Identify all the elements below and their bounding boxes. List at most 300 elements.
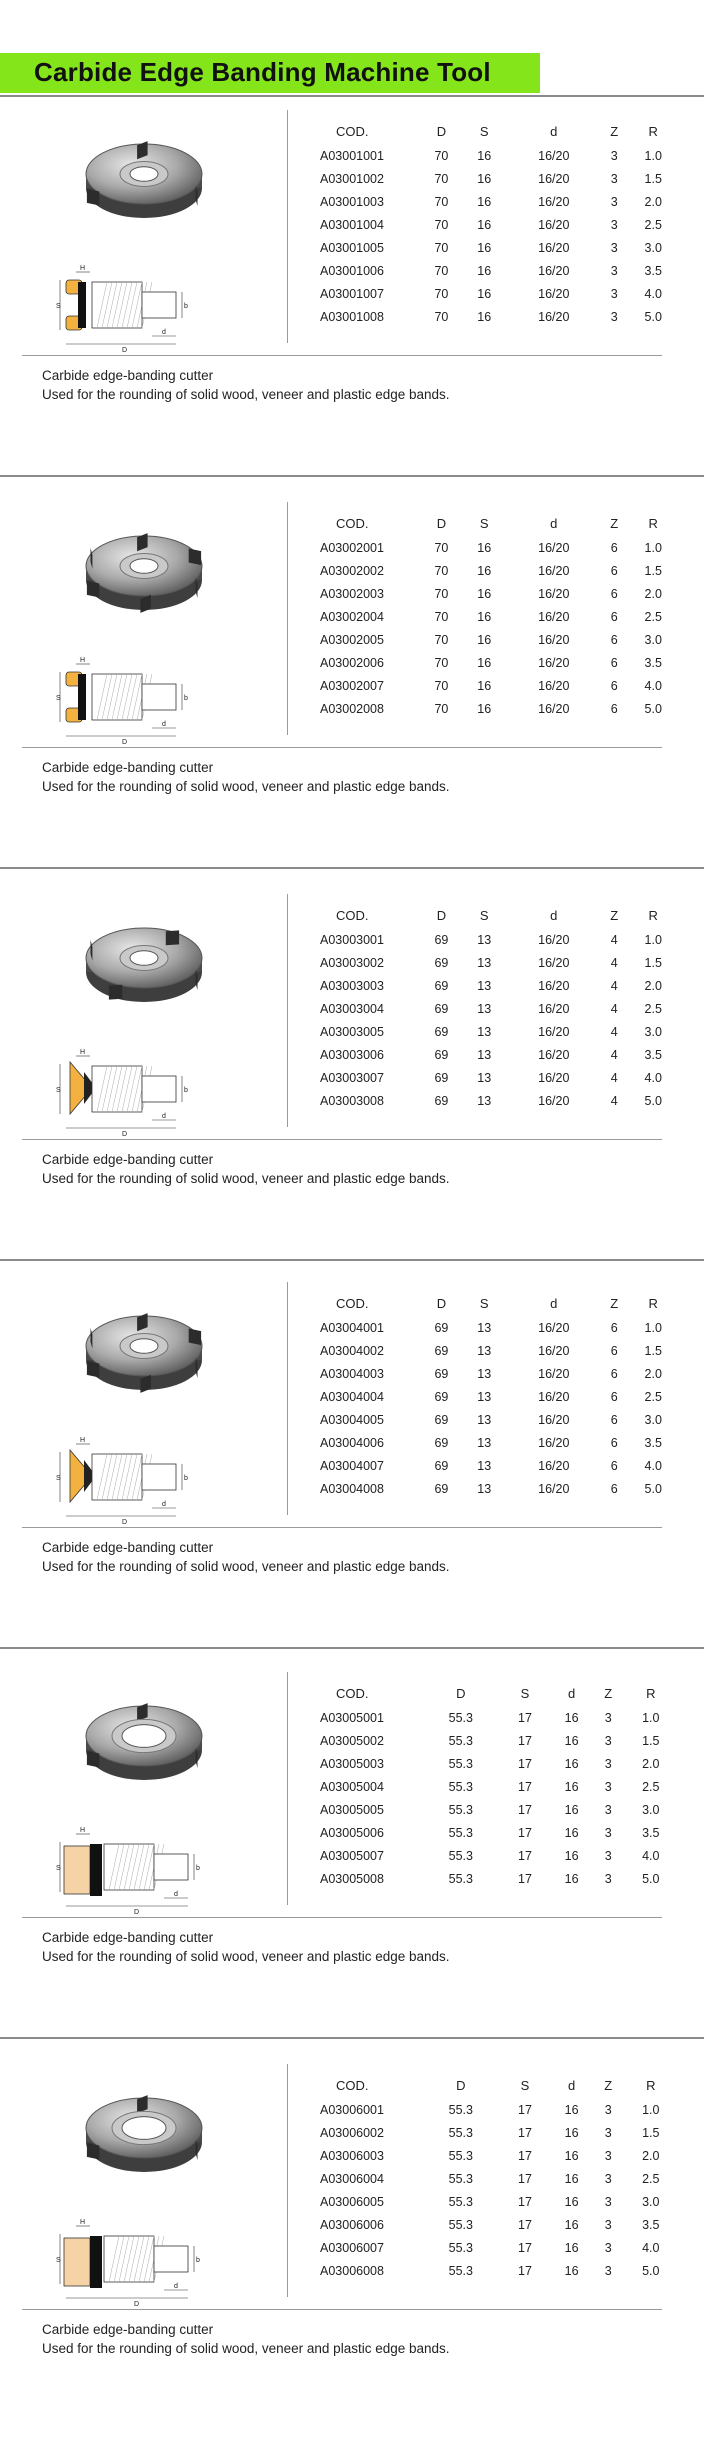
- table-header-row: [300, 1680, 680, 1706]
- vertical-divider: [287, 502, 288, 735]
- table-cell: 69: [434, 1093, 449, 1108]
- table-cell: 3: [604, 1848, 612, 1863]
- table-cell: 70: [434, 171, 449, 186]
- svg-text:D: D: [122, 1131, 128, 1137]
- description: [42, 1538, 450, 1576]
- spec-table: [300, 510, 680, 720]
- table-cell: 13: [477, 1481, 492, 1496]
- table-cell: 4: [610, 932, 618, 947]
- table-cell: 4: [610, 1001, 618, 1016]
- column-header: D: [436, 123, 447, 139]
- svg-text:d: d: [162, 1113, 166, 1120]
- column-header: S: [479, 907, 489, 923]
- column-header: R: [648, 515, 658, 531]
- table-cell: 70: [434, 309, 449, 324]
- table-cell: 16/20: [538, 1320, 570, 1335]
- spec-table: [300, 1290, 680, 1500]
- column-header: R: [648, 907, 658, 923]
- table-cell: A03001002: [320, 171, 384, 186]
- table-cell: 16: [477, 586, 492, 601]
- table-cell: A03005007: [320, 1848, 384, 1863]
- table-row: [300, 282, 680, 305]
- description: [42, 366, 450, 404]
- table-cell: 17: [518, 2194, 532, 2209]
- column-header: d: [550, 515, 558, 531]
- profile-diagram: [56, 1430, 256, 1525]
- table-cell: 13: [477, 1435, 492, 1450]
- table-cell: A03006005: [320, 2194, 384, 2209]
- table-cell: 70: [434, 286, 449, 301]
- cutter-image: [64, 1684, 224, 1796]
- table-cell: 6: [610, 1366, 618, 1381]
- table-cell: 6: [610, 1389, 618, 1404]
- table-cell: A03002002: [320, 563, 384, 578]
- table-cell: 17: [518, 2125, 532, 2140]
- table-cell: A03005001: [320, 1710, 384, 1725]
- table-cell: 5.0: [644, 309, 662, 324]
- table-cell: A03003003: [320, 978, 384, 993]
- table-cell: 69: [434, 1320, 449, 1335]
- table-cell: 55.3: [448, 1848, 473, 1863]
- description-title: Carbide edge-banding cutter: [42, 1930, 214, 1945]
- table-cell: 1.0: [642, 2102, 660, 2117]
- description-title: Carbide edge-banding cutter: [42, 1540, 214, 1555]
- table-cell: 5.0: [642, 1871, 660, 1886]
- table-cell: A03003006: [320, 1047, 384, 1062]
- column-header: R: [646, 2077, 656, 2093]
- table-cell: 55.3: [448, 1710, 473, 1725]
- table-cell: 17: [518, 2240, 532, 2255]
- section-separator: [0, 867, 704, 869]
- table-cell: 69: [434, 978, 449, 993]
- product-section: [0, 490, 704, 882]
- svg-text:H: H: [80, 2219, 86, 2226]
- table-cell: A03006006: [320, 2217, 384, 2232]
- description: [42, 2320, 450, 2358]
- column-header: Z: [610, 1295, 619, 1311]
- table-cell: 69: [434, 955, 449, 970]
- table-row: [300, 1408, 680, 1431]
- table-cell: 6: [610, 540, 618, 555]
- table-cell: 13: [477, 1412, 492, 1427]
- table-cell: 16/20: [538, 609, 570, 624]
- table-cell: 17: [518, 1871, 532, 1886]
- table-cell: 17: [518, 2171, 532, 2186]
- table-cell: 2.0: [644, 586, 662, 601]
- table-cell: 3.0: [644, 632, 662, 647]
- table-cell: 16: [477, 563, 492, 578]
- table-row: [300, 951, 680, 974]
- table-row: [300, 2259, 680, 2282]
- table-cell: 16: [564, 1871, 579, 1886]
- table-row: [300, 1066, 680, 1089]
- column-header: R: [646, 1685, 656, 1701]
- table-header-row: [300, 510, 680, 536]
- table-cell: 3.0: [644, 1024, 662, 1039]
- table-cell: 4.0: [644, 678, 662, 693]
- table-cell: 70: [434, 217, 449, 232]
- svg-text:D: D: [122, 1519, 128, 1525]
- column-header: d: [550, 907, 558, 923]
- table-cell: 5.0: [644, 1481, 662, 1496]
- table-cell: 16/20: [538, 1366, 570, 1381]
- table-cell: 3: [610, 240, 618, 255]
- table-cell: 16/20: [538, 1435, 570, 1450]
- table-cell: 3: [610, 148, 618, 163]
- table-cell: 3: [604, 2194, 612, 2209]
- table-cell: A03006003: [320, 2148, 384, 2163]
- table-cell: 1.0: [644, 148, 662, 163]
- description-text: Used for the rounding of solid wood, veneer and plastic edge bands.: [42, 387, 450, 402]
- table-cell: 16: [477, 194, 492, 209]
- table-cell: 16/20: [538, 1047, 570, 1062]
- horizontal-divider: [22, 1139, 662, 1140]
- table-cell: 69: [434, 1366, 449, 1381]
- table-cell: 16: [564, 1802, 579, 1817]
- table-cell: 13: [477, 955, 492, 970]
- table-cell: A03003005: [320, 1024, 384, 1039]
- table-cell: 3.0: [642, 1802, 660, 1817]
- table-cell: 2.0: [644, 978, 662, 993]
- table-cell: 16/20: [538, 563, 570, 578]
- table-cell: 4: [610, 955, 618, 970]
- table-cell: 2.5: [642, 1779, 660, 1794]
- svg-text:D: D: [122, 739, 128, 745]
- table-cell: 13: [477, 1070, 492, 1085]
- table-cell: 4.0: [644, 1458, 662, 1473]
- table-row: [300, 305, 680, 328]
- table-row: [300, 1385, 680, 1408]
- table-cell: 13: [477, 1047, 492, 1062]
- table-row: [300, 2236, 680, 2259]
- table-row: [300, 1431, 680, 1454]
- table-cell: A03004006: [320, 1435, 384, 1450]
- table-cell: A03003002: [320, 955, 384, 970]
- description: [42, 1928, 450, 1966]
- table-cell: 3: [610, 286, 618, 301]
- table-row: [300, 2121, 680, 2144]
- table-cell: 6: [610, 1343, 618, 1358]
- table-cell: A03004002: [320, 1343, 384, 1358]
- table-cell: A03004001: [320, 1320, 384, 1335]
- svg-text:S: S: [56, 1087, 61, 1094]
- table-cell: A03003001: [320, 932, 384, 947]
- table-cell: 17: [518, 2263, 532, 2278]
- column-header: R: [648, 123, 658, 139]
- table-cell: 1.5: [644, 955, 662, 970]
- table-cell: 6: [610, 586, 618, 601]
- svg-text:D: D: [134, 1909, 140, 1915]
- table-cell: 55.3: [448, 2102, 473, 2117]
- column-header: d: [550, 1295, 558, 1311]
- column-header: S: [479, 123, 489, 139]
- table-cell: 69: [434, 1047, 449, 1062]
- table-cell: 3: [610, 217, 618, 232]
- svg-text:b: b: [196, 1865, 200, 1872]
- table-cell: 1.0: [644, 540, 662, 555]
- table-cell: 2.5: [644, 1001, 662, 1016]
- table-cell: 3: [604, 2148, 612, 2163]
- table-row: [300, 582, 680, 605]
- table-row: [300, 259, 680, 282]
- table-row: [300, 167, 680, 190]
- section-separator: [0, 475, 704, 477]
- table-cell: 3.5: [644, 263, 662, 278]
- table-cell: A03002008: [320, 701, 384, 716]
- table-row: [300, 697, 680, 720]
- table-cell: 6: [610, 1458, 618, 1473]
- table-cell: 70: [434, 148, 449, 163]
- cutter-image: [64, 514, 224, 626]
- table-cell: 1.5: [644, 563, 662, 578]
- table-cell: 1.5: [644, 171, 662, 186]
- table-cell: A03004003: [320, 1366, 384, 1381]
- table-cell: 3: [610, 309, 618, 324]
- table-cell: 5.0: [644, 1093, 662, 1108]
- table-cell: 69: [434, 1481, 449, 1496]
- table-cell: 13: [477, 1024, 492, 1039]
- table-cell: 13: [477, 1093, 492, 1108]
- column-header: Z: [604, 2077, 613, 2093]
- table-cell: 2.5: [644, 609, 662, 624]
- svg-text:S: S: [56, 303, 61, 310]
- table-cell: 17: [518, 1779, 532, 1794]
- svg-text:d: d: [162, 721, 166, 728]
- table-cell: 70: [434, 655, 449, 670]
- table-cell: 6: [610, 609, 618, 624]
- table-cell: 2.0: [642, 2148, 660, 2163]
- column-header: COD.: [336, 907, 369, 923]
- horizontal-divider: [22, 355, 662, 356]
- table-cell: A03004005: [320, 1412, 384, 1427]
- table-cell: A03005004: [320, 1779, 384, 1794]
- table-cell: 16: [477, 540, 492, 555]
- table-cell: 16: [564, 1756, 579, 1771]
- column-header: COD.: [336, 515, 369, 531]
- table-cell: 17: [518, 1848, 532, 1863]
- table-cell: 3.5: [644, 655, 662, 670]
- table-cell: 16: [477, 286, 492, 301]
- table-cell: 16: [564, 2125, 579, 2140]
- table-cell: 6: [610, 678, 618, 693]
- table-cell: 5.0: [644, 701, 662, 716]
- profile-diagram: [56, 650, 256, 745]
- table-row: [300, 974, 680, 997]
- table-cell: A03002006: [320, 655, 384, 670]
- table-cell: 16: [564, 2171, 579, 2186]
- table-cell: 16: [477, 632, 492, 647]
- column-header: Z: [610, 515, 619, 531]
- table-cell: 69: [434, 1070, 449, 1085]
- table-cell: 3.5: [642, 2217, 660, 2232]
- table-cell: 16: [564, 2148, 579, 2163]
- table-cell: 13: [477, 1389, 492, 1404]
- column-header: S: [479, 515, 489, 531]
- table-cell: 6: [610, 655, 618, 670]
- table-cell: 4.0: [642, 2240, 660, 2255]
- description-title: Carbide edge-banding cutter: [42, 2322, 214, 2337]
- table-cell: 4: [610, 1024, 618, 1039]
- column-header: COD.: [336, 1685, 369, 1701]
- table-cell: 16/20: [538, 701, 570, 716]
- table-cell: A03001001: [320, 148, 384, 163]
- svg-text:H: H: [80, 1437, 86, 1444]
- table-cell: 16/20: [538, 1001, 570, 1016]
- table-row: [300, 1752, 680, 1775]
- table-cell: 69: [434, 1343, 449, 1358]
- table-cell: 16: [477, 263, 492, 278]
- table-cell: 16/20: [538, 540, 570, 555]
- vertical-divider: [287, 1282, 288, 1515]
- table-cell: 70: [434, 263, 449, 278]
- table-cell: 70: [434, 563, 449, 578]
- table-cell: 16: [477, 171, 492, 186]
- table-header-row: [300, 902, 680, 928]
- table-cell: 6: [610, 1435, 618, 1450]
- table-cell: 13: [477, 932, 492, 947]
- table-cell: A03001008: [320, 309, 384, 324]
- table-cell: 55.3: [448, 1825, 473, 1840]
- product-section: [0, 882, 704, 1274]
- page-title: Carbide Edge Banding Machine Tool: [34, 57, 491, 87]
- description-text: Used for the rounding of solid wood, veneer and plastic edge bands.: [42, 779, 450, 794]
- svg-text:H: H: [80, 1049, 86, 1056]
- svg-text:H: H: [80, 657, 86, 664]
- column-header: D: [436, 1295, 447, 1311]
- column-header: S: [479, 1295, 489, 1311]
- product-section: [0, 2052, 704, 2444]
- table-cell: 69: [434, 1024, 449, 1039]
- table-cell: 17: [518, 1802, 532, 1817]
- table-cell: 3: [610, 194, 618, 209]
- profile-diagram: [56, 1820, 256, 1915]
- table-row: [300, 928, 680, 951]
- table-cell: 16: [564, 1779, 579, 1794]
- table-cell: 3: [604, 1733, 612, 1748]
- table-cell: 3: [610, 263, 618, 278]
- svg-text:d: d: [174, 2283, 178, 2290]
- svg-text:S: S: [56, 695, 61, 702]
- table-cell: 2.0: [642, 1756, 660, 1771]
- column-header: D: [436, 907, 447, 923]
- table-header-row: [300, 118, 680, 144]
- column-header: d: [550, 123, 558, 139]
- table-cell: 55.3: [448, 2263, 473, 2278]
- table-row: [300, 1316, 680, 1339]
- table-cell: 4.0: [642, 1848, 660, 1863]
- product-section: [0, 1270, 704, 1662]
- description-text: Used for the rounding of solid wood, veneer and plastic edge bands.: [42, 2341, 450, 2356]
- vertical-divider: [287, 894, 288, 1127]
- table-cell: 4: [610, 978, 618, 993]
- table-cell: 16/20: [538, 240, 570, 255]
- table-row: [300, 1454, 680, 1477]
- table-row: [300, 536, 680, 559]
- table-cell: 2.0: [644, 194, 662, 209]
- table-cell: 16/20: [538, 286, 570, 301]
- spec-table: [300, 2072, 680, 2282]
- table-row: [300, 651, 680, 674]
- table-cell: 16/20: [538, 955, 570, 970]
- table-row: [300, 1043, 680, 1066]
- table-cell: 17: [518, 2102, 532, 2117]
- table-cell: 3: [604, 2217, 612, 2232]
- description-text: Used for the rounding of solid wood, veneer and plastic edge bands.: [42, 1949, 450, 1964]
- table-cell: 17: [518, 2148, 532, 2163]
- table-cell: A03004007: [320, 1458, 384, 1473]
- table-cell: 3: [604, 1710, 612, 1725]
- table-row: [300, 1477, 680, 1500]
- table-cell: 16/20: [538, 978, 570, 993]
- svg-text:d: d: [162, 329, 166, 336]
- table-cell: 70: [434, 586, 449, 601]
- table-cell: 16/20: [538, 1024, 570, 1039]
- horizontal-divider: [22, 2309, 662, 2310]
- column-header: D: [436, 515, 447, 531]
- table-cell: A03006001: [320, 2102, 384, 2117]
- table-cell: 16/20: [538, 1070, 570, 1085]
- svg-text:d: d: [162, 1501, 166, 1508]
- horizontal-divider: [22, 1527, 662, 1528]
- table-cell: 13: [477, 1320, 492, 1335]
- table-cell: 3.5: [642, 1825, 660, 1840]
- table-cell: 16/20: [538, 655, 570, 670]
- cutter-image: [64, 122, 224, 234]
- table-cell: 16: [477, 240, 492, 255]
- table-cell: 55.3: [448, 1756, 473, 1771]
- table-cell: 2.5: [642, 2171, 660, 2186]
- table-cell: 1.0: [642, 1710, 660, 1725]
- table-cell: 70: [434, 701, 449, 716]
- table-row: [300, 1706, 680, 1729]
- table-cell: 6: [610, 1412, 618, 1427]
- section-separator: [0, 1259, 704, 1261]
- table-cell: 70: [434, 540, 449, 555]
- column-header: S: [520, 1685, 530, 1701]
- table-cell: 3: [604, 2125, 612, 2140]
- table-cell: 55.3: [448, 2171, 473, 2186]
- table-cell: 13: [477, 1366, 492, 1381]
- table-cell: 16/20: [538, 586, 570, 601]
- table-row: [300, 1089, 680, 1112]
- column-header: R: [648, 1295, 658, 1311]
- table-cell: 16: [564, 1848, 579, 1863]
- table-cell: 17: [518, 1733, 532, 1748]
- table-cell: 3.0: [644, 240, 662, 255]
- table-cell: 16: [564, 2102, 579, 2117]
- vertical-divider: [287, 2064, 288, 2297]
- table-cell: 16/20: [538, 678, 570, 693]
- table-cell: 55.3: [448, 2194, 473, 2209]
- table-cell: A03002003: [320, 586, 384, 601]
- table-cell: 6: [610, 701, 618, 716]
- table-cell: 1.5: [642, 2125, 660, 2140]
- product-section: [0, 1660, 704, 2052]
- table-cell: 70: [434, 194, 449, 209]
- table-cell: 2.5: [644, 217, 662, 232]
- table-cell: 16/20: [538, 194, 570, 209]
- table-cell: 16/20: [538, 309, 570, 324]
- table-cell: A03002004: [320, 609, 384, 624]
- table-cell: A03006008: [320, 2263, 384, 2278]
- table-cell: A03005005: [320, 1802, 384, 1817]
- table-cell: 16/20: [538, 632, 570, 647]
- table-cell: 70: [434, 609, 449, 624]
- description-text: Used for the rounding of solid wood, veneer and plastic edge bands.: [42, 1559, 450, 1574]
- profile-diagram: [56, 1042, 256, 1137]
- table-cell: 16: [564, 1710, 579, 1725]
- table-cell: 3: [610, 171, 618, 186]
